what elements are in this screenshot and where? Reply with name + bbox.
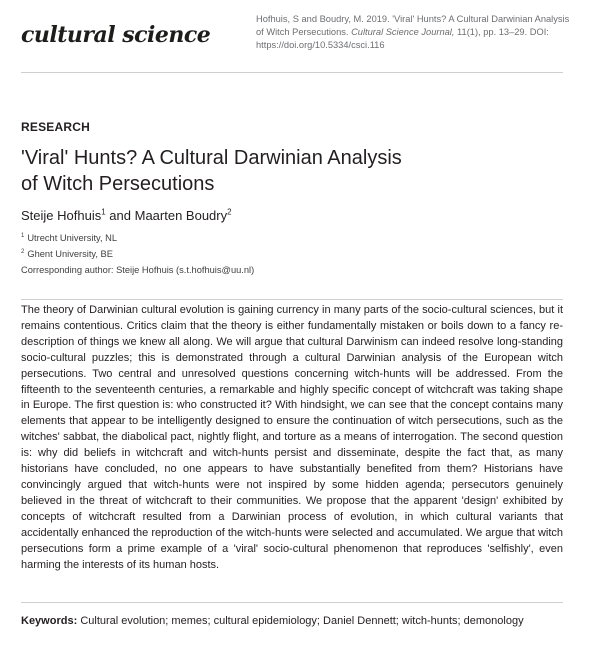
author-2-affiliation-mark: 2 [227,207,232,217]
journal-logo: cultural science [21,22,211,48]
header-divider [21,72,563,73]
affiliation-2-text: Ghent University, BE [27,249,113,259]
author-1-affiliation-mark: 1 [101,207,106,217]
author-line [21,208,232,223]
affiliation-1-mark: 1 [21,232,25,239]
author-2: Maarten Boudry [134,208,228,223]
affiliation-2 [21,249,113,259]
keywords-label: Keywords: [21,615,78,627]
citation-prefix: Hofhuis, S and Boudry, M. 2019. 'Viral' Hunts? A Cultural Darwinian Analysis of Witch Persecutions. [256,14,570,37]
abstract-top-divider [21,299,563,300]
author-join: and [109,208,131,223]
abstract-bottom-divider [21,602,563,603]
affiliation-1-text: Utrecht University, NL [27,233,118,243]
keywords-text: Cultural evolution; memes; cultural epidemiology; Daniel Dennett; witch-hunts; demonology [80,615,524,627]
affiliation-2-mark: 2 [21,248,25,255]
author-1: Steije Hofhuis [21,208,102,223]
title-line-2: of Witch Persecutions [21,173,215,195]
citation-journal: Cultural Science Journal, [351,27,455,37]
article-title [21,145,541,197]
citation-block [256,13,574,52]
abstract: The theory of Darwinian cultural evolution is gaining currency in many parts of the socio-cultural sciences, but it remains contentious. Critics claim that the theory is either fundamentally mistaken or boils down to a fancy re-description of things we knew all along. We will argue that cultural Darwinism can indeed resolve long-standing socio-cultural puzzles; this is demonstrated through a cultural Darwinian analysis of the European witch persecutions. Two central and unresolved questions concerning witch-hunts will be addressed. From the fifteenth to the seventeenth centuries, a remarkable and highly specific concept of witchcraft was taking shape in Europe. The first question is: who constructed it? With hindsight, we can see that the concept contains many elements that appear to be intelligently designed to ensure the continuation of witch persecutions, such as the witches' sabbat, the diabolical pact, nightly flight, and torture as a means of interrogation. The second question is: why did beliefs in witchcraft and witch-hunts persist and disseminate, despite the fact that, as many historians have concluded, no one appears to have substantially benefited from them? Historians have convincingly argued that witch-hunts were not inspired by some hidden agenda; persecutors genuinely believed in the threat of witchcraft to their communities. We propose that the apparent 'design' exhibited by concepts of witchcraft resulted from a Darwinian process of evolution, in which cultural variants that accidentally enhanced the reproduction of the witch-hunts were selected and accumulated. We argue that witch persecutions form a prime example of a 'viral' socio-cultural phenomenon that reproduces 'selfishly', even harming the interests of its human hosts. [21,304,563,571]
affiliation-1 [21,233,117,243]
title-line-1: 'Viral' Hunts? A Cultural Darwinian Analysis [21,147,402,169]
citation-suffix[interactable]: 11(1), pp. 13–29. DOI: https://doi.org/10.5334/csci.116 [256,27,549,50]
section-label: RESEARCH [21,120,90,134]
corresponding-author: Corresponding author: Steije Hofhuis (s.t.hofhuis@uu.nl) [21,265,255,275]
keywords [21,614,563,630]
